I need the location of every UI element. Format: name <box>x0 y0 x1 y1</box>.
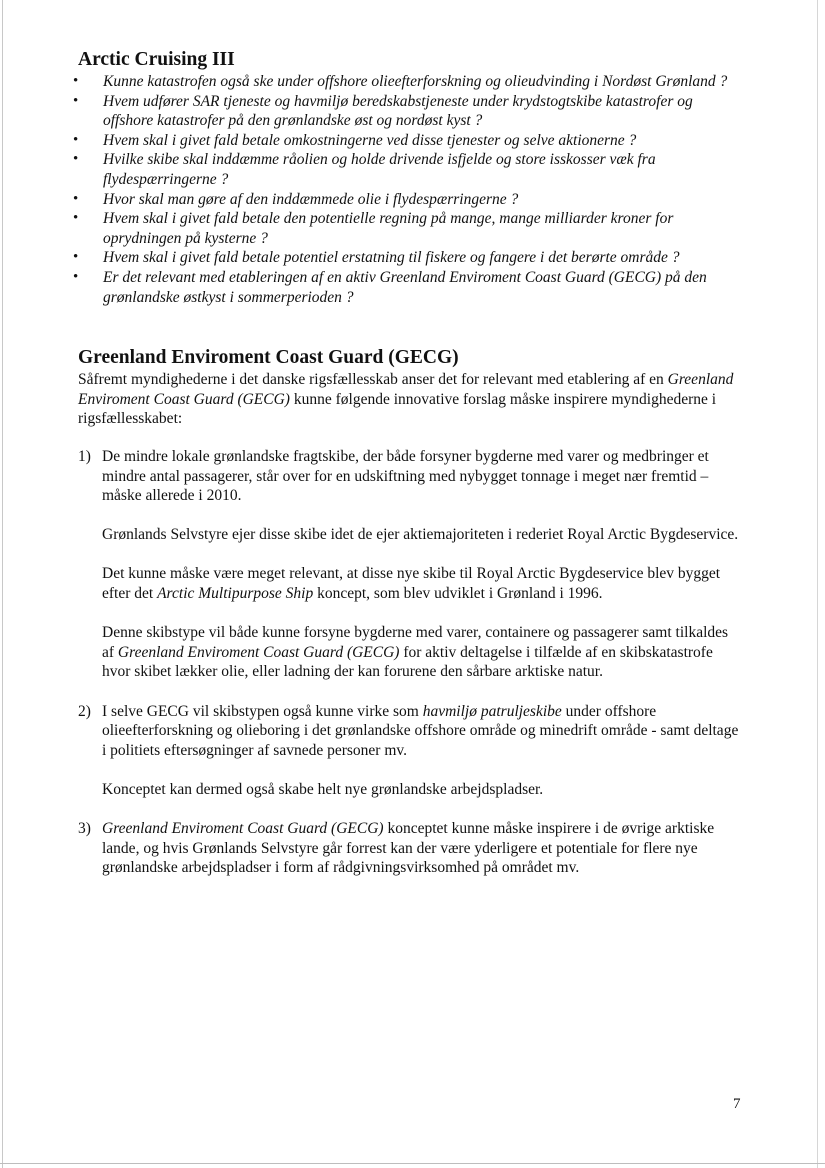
page-border-right <box>817 0 818 1168</box>
numbered-list <box>78 447 743 878</box>
section-arctic-cruising <box>78 48 743 307</box>
paragraph <box>102 564 743 603</box>
list-item: • Er det relevant med etableringen af en aktiv Greenland Enviroment Coast Guard (GECG) på den grønlandske østkyst i sommerperioden ? <box>78 268 743 307</box>
document-content <box>78 48 743 878</box>
paragraph: De mindre lokale grønlandske fragtskibe, der både forsyner bygderne med varer og medbringer et mindre antal passagerer, står over for en udskiftning med nybygget tonnage i meget nær fremtid – måske allerede i 2010. <box>102 447 709 505</box>
text-run: koncept, som blev udviklet i Grønland i 1996. <box>313 585 603 603</box>
emphasis-text: Arctic Multipurpose Ship <box>157 585 314 603</box>
numbered-item-2 <box>78 702 743 800</box>
text-run: konceptet kunne måske inspirere i de øvrige arktiske lande, og hvis Grønlands Selvstyre går forrest kan der være yderligere et potentiale for flere nye grønlandske arbejdspladser i form af rådgivningsvirksomhed på området mv. <box>102 820 715 877</box>
list-item: • Hvem skal i givet fald betale omkostningerne ved disse tjenester og selve aktionerne ? <box>78 131 743 151</box>
list-item: • Kunne katastrofen også ske under offshore olieefterforskning og olieudvinding i Nordøst Grønland ? <box>78 72 743 92</box>
list-item: • Hvem skal i givet fald betale potentiel erstatning til fiskere og fangere i det berørte område ? <box>78 248 743 268</box>
text-run: Det kunne måske være meget relevant, at disse nye skibe til Royal Arctic Bygdeservice blev bygget efter det <box>102 565 721 603</box>
emphasis-text: Greenland Enviroment Coast Guard (GECG) <box>78 371 734 408</box>
list-item: • Hvilke skibe skal inddæmme råolien og holde drivende isfjelde og store isskosser væk fra flydespærringerne ? <box>78 150 743 189</box>
paragraph: Konceptet kan dermed også skabe helt nye grønlandske arbejdspladser. <box>102 781 544 798</box>
section-gecg <box>78 346 743 878</box>
page-number: 7 <box>733 1096 741 1112</box>
intro-paragraph <box>78 370 743 429</box>
text-run: I selve GECG vil skibstypen også kunne virke som <box>102 702 423 720</box>
list-item: • Hvem skal i givet fald betale den potentielle regning på mange, mange milliarder kroner for oprydningen på kysterne ? <box>78 209 743 248</box>
text-run: Såfremt myndighederne i det danske rigsfællesskab anser det for relevant med etablering af en <box>78 371 668 389</box>
paragraph <box>102 702 743 761</box>
emphasis-text: Greenland Enviroment Coast Guard (GECG) <box>102 820 384 838</box>
section-heading: Greenland Enviroment Coast Guard (GECG) <box>78 347 459 369</box>
text-run: kunne følgende innovative forslag måske inspirere myndighederne i rigsfællesskabet: <box>78 390 717 428</box>
numbered-item-3 <box>78 819 743 878</box>
item-number: 1) <box>78 447 91 465</box>
paragraph <box>102 819 743 878</box>
text-run: under offshore olieefterforskning og olieboring i det grønlandske offshore område og minedrift område - samt deltage i politiets eftersøgninger af savnede personer mv. <box>102 702 739 759</box>
page-border-left <box>2 0 3 1168</box>
numbered-item-1 <box>78 447 743 682</box>
item-number: 2) <box>78 702 91 720</box>
list-item: • Hvem udfører SAR tjeneste og havmiljø beredskabstjeneste under krydstogtskibe katastrofer og offshore katastrofer på den grønlandske øst og nordøst kyst ? <box>78 92 743 131</box>
emphasis-text: Greenland Enviroment Coast Guard (GECG) <box>117 643 400 661</box>
page-border-bottom <box>0 1163 825 1164</box>
text-run: Denne skibstype vil både kunne forsyne bygderne med varer, containere og passagerer samt tilkaldes af <box>102 624 729 661</box>
paragraph <box>102 623 743 682</box>
question-list <box>78 72 743 307</box>
emphasis-text: havmiljø patruljeskibe <box>422 702 562 720</box>
item-number: 3) <box>78 820 91 838</box>
paragraph: Grønlands Selvstyre ejer disse skibe idet de ejer aktiemajoriteten i rederiet Royal Arctic Bygdeservice. <box>102 526 739 544</box>
text-run: for aktiv deltagelse i tilfælde af en skibskatastrofe hvor skibet lækker olie, eller ladning der kan forurene den sårbare arktiske natur. <box>102 643 713 681</box>
section-heading: Arctic Cruising III <box>78 49 235 70</box>
list-item: • Hvor skal man gøre af den inddæmmede olie i flydespærringerne ? <box>78 190 743 210</box>
